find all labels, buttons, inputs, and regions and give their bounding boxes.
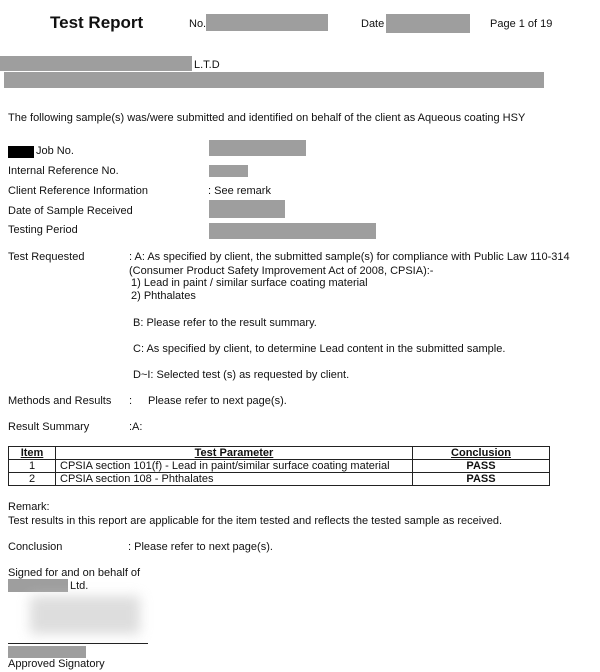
test-requested-a-act: (Consumer Product Safety Improvement Act of 2008, CPSIA):-: [129, 265, 434, 277]
redacted-date-received: [209, 200, 285, 218]
result-summary-table: [8, 446, 550, 486]
signature-line: [8, 643, 148, 644]
cell-conclusion: PASS: [413, 460, 550, 473]
column-header-test-parameter: Test Parameter: [56, 447, 413, 460]
test-requested-c: C: As specified by client, to determine Lead content in the submitted sample.: [133, 343, 506, 355]
conclusion-label: Conclusion: [8, 541, 63, 553]
signed-on-behalf: Signed for and on behalf of: [8, 567, 141, 579]
report-title: Test Report: [50, 13, 144, 32]
test-requested-b: B: Please refer to the result summary.: [133, 317, 317, 329]
redacted-job-prefix: [8, 146, 34, 158]
report-number-label: No.: [189, 18, 207, 30]
redacted-date: [386, 14, 470, 33]
signing-company-suffix: Ltd.: [70, 580, 89, 592]
test-requested-item-1: 1) Lead in paint / similar surface coating material: [131, 277, 368, 289]
field-label-job-no: Job No.: [36, 145, 74, 157]
redacted-report-number: [206, 14, 328, 31]
methods-colon: :: [129, 395, 133, 407]
result-summary-label: Result Summary: [8, 421, 90, 433]
methods-value: Please refer to next page(s).: [148, 395, 287, 407]
redacted-company-address: [4, 72, 544, 88]
cell-conclusion: PASS: [413, 473, 550, 486]
field-label-testing-period: Testing Period: [8, 224, 78, 236]
cell-item: 1: [9, 460, 56, 473]
table-row: [9, 473, 550, 486]
field-label-client-ref: Client Reference Information: [8, 185, 149, 197]
field-label-date-received: Date of Sample Received: [8, 205, 133, 217]
blurred-signature-stamp: [30, 596, 140, 634]
result-summary-value: :A:: [129, 421, 143, 433]
field-value-client-ref: : See remark: [208, 185, 271, 197]
redacted-company-name: [0, 56, 192, 71]
table-header-row: [9, 447, 550, 460]
date-label: Date: [361, 18, 385, 30]
redacted-signatory-name: [8, 646, 86, 658]
intro-statement: The following sample(s) was/were submitted and identified on behalf of the client as Aqueous coating HSY: [8, 112, 526, 124]
column-header-item: Item: [9, 447, 56, 460]
cell-item: 2: [9, 473, 56, 486]
test-requested-d: D~I: Selected test (s) as requested by client.: [133, 369, 350, 381]
methods-label: Methods and Results: [8, 395, 112, 407]
remark-label: Remark:: [8, 501, 50, 513]
approved-signatory-label: Approved Signatory: [8, 658, 105, 670]
company-suffix: L.T.D: [194, 59, 220, 71]
redacted-testing-period: [209, 223, 376, 239]
test-requested-label: Test Requested: [8, 251, 85, 263]
redacted-job-no: [209, 140, 306, 156]
redacted-signing-company: [8, 579, 68, 592]
test-requested-a: : A: As specified by client, the submitted sample(s) for compliance with Public Law 110-314: [129, 251, 570, 263]
test-requested-item-2: 2) Phthalates: [131, 290, 196, 302]
field-label-internal-ref: Internal Reference No.: [8, 165, 119, 177]
table-row: [9, 460, 550, 473]
conclusion-value: : Please refer to next page(s).: [128, 541, 273, 553]
cell-test-parameter: CPSIA section 101(f) - Lead in paint/similar surface coating material: [56, 460, 413, 473]
cell-test-parameter: CPSIA section 108 - Phthalates: [56, 473, 413, 486]
remark-text: Test results in this report are applicable for the item tested and reflects the tested sample as received.: [8, 515, 503, 527]
column-header-conclusion: Conclusion: [413, 447, 550, 460]
redacted-internal-ref: [209, 165, 248, 177]
page-indicator: Page 1 of 19: [490, 18, 553, 30]
